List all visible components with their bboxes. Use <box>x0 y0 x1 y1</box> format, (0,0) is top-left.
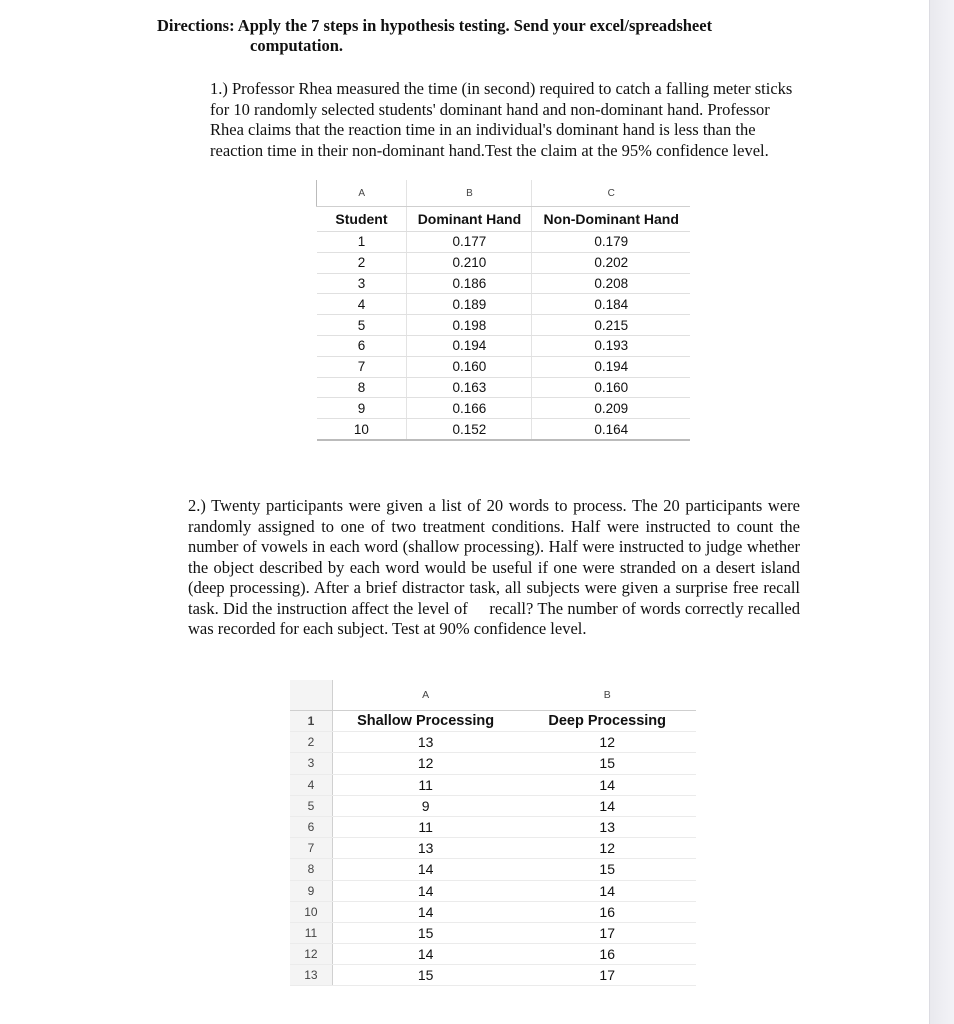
row-number[interactable]: 5 <box>290 795 332 816</box>
row-number[interactable]: 7 <box>290 838 332 859</box>
deep-cell[interactable]: 12 <box>518 732 696 753</box>
header-student[interactable]: Student <box>317 207 407 232</box>
header-row <box>317 207 691 232</box>
deep-cell[interactable]: 14 <box>518 795 696 816</box>
table-row <box>317 294 691 315</box>
student-cell[interactable]: 7 <box>317 356 407 377</box>
shallow-cell[interactable]: 11 <box>332 774 518 795</box>
column-letter[interactable]: B <box>407 180 532 207</box>
deep-cell[interactable]: 17 <box>518 922 696 943</box>
row-number[interactable]: 11 <box>290 922 332 943</box>
deep-cell[interactable]: 13 <box>518 816 696 837</box>
row-number[interactable]: 8 <box>290 859 332 880</box>
column-letter[interactable]: A <box>332 680 518 711</box>
table-row <box>317 232 691 253</box>
page-edge <box>929 0 954 1024</box>
student-cell[interactable]: 4 <box>317 294 407 315</box>
dominant-cell[interactable]: 0.189 <box>407 294 532 315</box>
table-row <box>317 273 691 294</box>
non-dominant-cell[interactable]: 0.202 <box>532 252 690 273</box>
non-dominant-cell[interactable]: 0.209 <box>532 398 690 419</box>
non-dominant-cell[interactable]: 0.194 <box>532 356 690 377</box>
row-number[interactable]: 1 <box>290 711 332 732</box>
table-row <box>290 774 696 795</box>
shallow-cell[interactable]: 13 <box>332 732 518 753</box>
column-letter[interactable]: C <box>532 180 690 207</box>
dominant-cell[interactable]: 0.163 <box>407 377 532 398</box>
student-cell[interactable]: 3 <box>317 273 407 294</box>
row-number[interactable]: 13 <box>290 965 332 986</box>
row-number[interactable]: 2 <box>290 732 332 753</box>
table-row <box>290 922 696 943</box>
non-dominant-cell[interactable]: 0.208 <box>532 273 690 294</box>
table-row <box>290 965 696 986</box>
table-row <box>317 419 691 440</box>
shallow-cell[interactable]: 15 <box>332 965 518 986</box>
directions-line-1: Directions: Apply the 7 steps in hypothesis testing. Send your excel/spreadsheet <box>157 16 713 35</box>
table-row <box>317 356 691 377</box>
question-2-text: 2.) Twenty participants were given a list of 20 words to process. The 20 participants were randomly assigned to one of two treatment conditions. Half were instructed to count the number of vowels in each word (shallow processing). Half were instructed to judge whether the object described by each word would be useful if one were stranded on a desert island (deep processing). After a brief distractor task, all subjects were given a surprise free recall task. Did the instruction affect the level of recall? The number of words correctly recalled was recorded for each subject. Test at 90% confidence level. <box>188 496 800 638</box>
shallow-cell[interactable]: 13 <box>332 838 518 859</box>
header-non-dominant-hand[interactable]: Non-Dominant Hand <box>532 207 690 232</box>
table-row <box>290 880 696 901</box>
deep-cell[interactable]: 15 <box>518 753 696 774</box>
shallow-cell[interactable]: 11 <box>332 816 518 837</box>
column-letter-row <box>317 180 691 207</box>
non-dominant-cell[interactable]: 0.193 <box>532 335 690 356</box>
table-row <box>317 252 691 273</box>
dominant-cell[interactable]: 0.198 <box>407 315 532 336</box>
directions-heading <box>157 16 877 56</box>
student-cell[interactable]: 1 <box>317 232 407 253</box>
deep-cell[interactable]: 16 <box>518 944 696 965</box>
header-row <box>290 711 696 732</box>
dominant-cell[interactable]: 0.186 <box>407 273 532 294</box>
column-letter[interactable]: B <box>518 680 696 711</box>
table-row <box>317 398 691 419</box>
student-cell[interactable]: 9 <box>317 398 407 419</box>
non-dominant-cell[interactable]: 0.164 <box>532 419 690 440</box>
shallow-cell[interactable]: 14 <box>332 880 518 901</box>
dominant-cell[interactable]: 0.177 <box>407 232 532 253</box>
table-row <box>317 315 691 336</box>
table-row <box>290 816 696 837</box>
student-cell[interactable]: 10 <box>317 419 407 440</box>
header-deep-processing[interactable]: Deep Processing <box>518 711 696 732</box>
dominant-cell[interactable]: 0.160 <box>407 356 532 377</box>
word-recall-table <box>290 680 696 986</box>
student-cell[interactable]: 8 <box>317 377 407 398</box>
shallow-cell[interactable]: 14 <box>332 901 518 922</box>
non-dominant-cell[interactable]: 0.215 <box>532 315 690 336</box>
shallow-cell[interactable]: 15 <box>332 922 518 943</box>
shallow-cell[interactable]: 14 <box>332 859 518 880</box>
non-dominant-cell[interactable]: 0.160 <box>532 377 690 398</box>
row-number[interactable]: 4 <box>290 774 332 795</box>
student-cell[interactable]: 5 <box>317 315 407 336</box>
table-row <box>317 335 691 356</box>
student-cell[interactable]: 6 <box>317 335 407 356</box>
non-dominant-cell[interactable]: 0.184 <box>532 294 690 315</box>
dominant-cell[interactable]: 0.194 <box>407 335 532 356</box>
corner-cell[interactable] <box>290 680 332 711</box>
reaction-time-table <box>316 180 690 441</box>
deep-cell[interactable]: 17 <box>518 965 696 986</box>
column-letter-row <box>290 680 696 711</box>
row-number[interactable]: 9 <box>290 880 332 901</box>
dominant-cell[interactable]: 0.166 <box>407 398 532 419</box>
deep-cell[interactable]: 12 <box>518 838 696 859</box>
shallow-cell[interactable]: 9 <box>332 795 518 816</box>
row-number[interactable]: 6 <box>290 816 332 837</box>
directions-line-2: computation. <box>250 36 344 55</box>
row-number[interactable]: 3 <box>290 753 332 774</box>
table-row <box>317 377 691 398</box>
table-row <box>290 859 696 880</box>
dominant-cell[interactable]: 0.152 <box>407 419 532 440</box>
table-row <box>290 732 696 753</box>
deep-cell[interactable]: 15 <box>518 859 696 880</box>
dominant-cell[interactable]: 0.210 <box>407 252 532 273</box>
student-cell[interactable]: 2 <box>317 252 407 273</box>
table-row <box>290 753 696 774</box>
shallow-cell[interactable]: 14 <box>332 944 518 965</box>
non-dominant-cell[interactable]: 0.179 <box>532 232 690 253</box>
deep-cell[interactable]: 16 <box>518 901 696 922</box>
row-number[interactable]: 10 <box>290 901 332 922</box>
table-row <box>290 795 696 816</box>
deep-cell[interactable]: 14 <box>518 774 696 795</box>
header-dominant-hand[interactable]: Dominant Hand <box>407 207 532 232</box>
shallow-cell[interactable]: 12 <box>332 753 518 774</box>
table-row <box>290 901 696 922</box>
table-row <box>290 944 696 965</box>
table-row <box>290 838 696 859</box>
row-number[interactable]: 12 <box>290 944 332 965</box>
header-shallow-processing[interactable]: Shallow Processing <box>332 711 518 732</box>
column-letter[interactable]: A <box>317 180 407 207</box>
question-1-text: 1.) Professor Rhea measured the time (in second) required to catch a falling meter sticks for 10 randomly selected students' dominant hand and non-dominant hand. Professor Rhea claims that the reaction time in an individual's dominant hand is less than the reaction time in their non-dominant hand.Test the claim at the 95% confidence level. <box>210 79 793 160</box>
deep-cell[interactable]: 14 <box>518 880 696 901</box>
